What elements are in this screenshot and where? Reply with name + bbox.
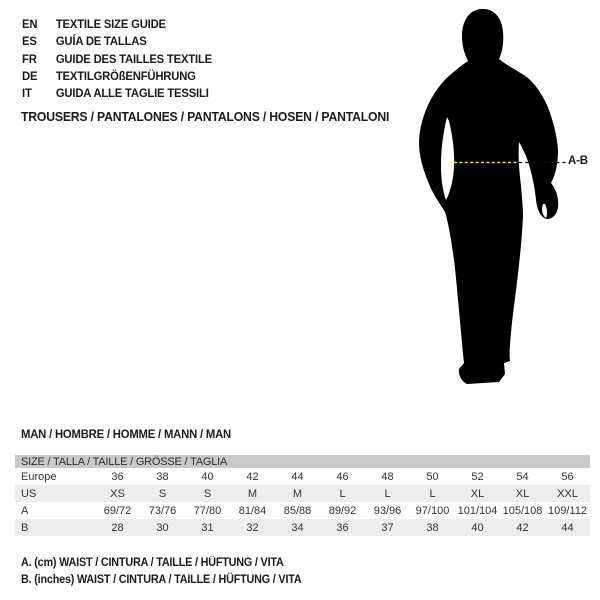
row-label: A: [21, 504, 29, 517]
footnote-b: B. (inches) WAIST / CINTURA / TAILLE / HÜFTUNG / VITA: [21, 574, 302, 586]
table-cell: 34: [291, 521, 304, 534]
table-cell: 30: [156, 521, 169, 534]
language-row-it: [22, 85, 212, 102]
section-title-man: MAN / HOMBRE / HOMME / MANN / MAN: [21, 427, 231, 441]
table-cell: 40: [201, 470, 214, 483]
table-cell: 81/84: [238, 504, 267, 517]
row-label: B: [21, 521, 29, 534]
language-label: GUÍA DE TALLAS: [55, 34, 147, 49]
language-row-es: [22, 33, 212, 50]
table-cell: 37: [381, 521, 394, 534]
table-cell: 50: [426, 470, 439, 483]
size-table-header: SIZE / TALLA / TAILLE / GRÖSSE / TAGLIA: [15, 455, 590, 468]
table-cell: 38: [426, 521, 439, 534]
man-silhouette-figure: [405, 5, 600, 387]
row-label: US: [21, 487, 37, 500]
language-code: IT: [22, 86, 32, 101]
language-code: EN: [22, 17, 38, 31]
language-label: TEXTILGRÖßENFÜHRUNG: [55, 68, 196, 83]
table-cell: L: [339, 487, 346, 500]
table-cell: 85/88: [283, 504, 312, 517]
table-row-us: [15, 485, 590, 502]
language-row-fr: [22, 51, 212, 68]
table-cell: M: [292, 487, 303, 500]
language-label: TEXTILE SIZE GUIDE: [55, 17, 166, 31]
man-silhouette-shape: [419, 9, 558, 384]
language-code: FR: [22, 51, 37, 66]
row-label: Europe: [21, 470, 57, 483]
table-cell: 32: [246, 521, 259, 534]
footnote-a: A. (cm) WAIST / CINTURA / TAILLE / HÜFTUNG / VITA: [21, 557, 284, 569]
language-row-en: [22, 16, 212, 33]
language-label: GUIDE DES TAILLES TEXTILE: [55, 51, 212, 66]
table-row-b-inches: [15, 519, 590, 536]
table-cell: 93/96: [373, 504, 402, 517]
table-cell: 77/80: [193, 504, 222, 517]
table-cell: 28: [111, 521, 124, 534]
table-cell: 109/112: [548, 504, 587, 517]
table-cell: L: [384, 487, 391, 500]
size-table: [15, 455, 590, 536]
table-cell: XS: [110, 487, 125, 500]
table-cell: 101/104: [457, 504, 498, 517]
table-cell: 46: [336, 470, 349, 483]
table-row-a-cm: [15, 502, 590, 519]
table-cell: 48: [381, 470, 394, 483]
table-cell: S: [158, 487, 167, 500]
table-cell: 36: [336, 521, 349, 534]
language-list: [22, 16, 212, 102]
table-cell: 36: [111, 470, 124, 483]
language-code: DE: [22, 68, 38, 83]
table-cell: 105/108: [502, 504, 543, 517]
table-cell: L: [429, 487, 436, 500]
table-cell: 31: [201, 521, 214, 534]
table-cell: 44: [291, 470, 304, 483]
language-code: ES: [22, 34, 37, 49]
table-cell: S: [203, 487, 212, 500]
table-cell: 73/76: [148, 504, 177, 517]
table-cell: 44: [561, 521, 574, 534]
table-cell: 89/92: [328, 504, 357, 517]
table-cell: 52: [471, 470, 484, 483]
table-cell: XXL: [557, 487, 578, 500]
measure-label-ab: A-B: [568, 155, 588, 167]
category-title: TROUSERS / PANTALONES / PANTALONS / HOSEN / PANTALONI: [21, 109, 390, 124]
table-cell: 69/72: [103, 504, 132, 517]
table-cell: XL: [470, 487, 485, 500]
table-cell: 42: [246, 470, 259, 483]
table-cell: 56: [561, 470, 574, 483]
table-row-europe: [15, 468, 590, 485]
table-cell: M: [247, 487, 258, 500]
footnotes: [21, 555, 302, 589]
table-cell: 54: [516, 470, 529, 483]
table-cell: 38: [156, 470, 169, 483]
table-cell: 97/100: [415, 504, 450, 517]
language-row-de: [22, 68, 212, 85]
table-cell: XL: [515, 487, 530, 500]
language-label: GUIDA ALLE TAGLIE TESSILI: [55, 86, 209, 101]
table-cell: 40: [471, 521, 484, 534]
table-cell: 42: [516, 521, 529, 534]
